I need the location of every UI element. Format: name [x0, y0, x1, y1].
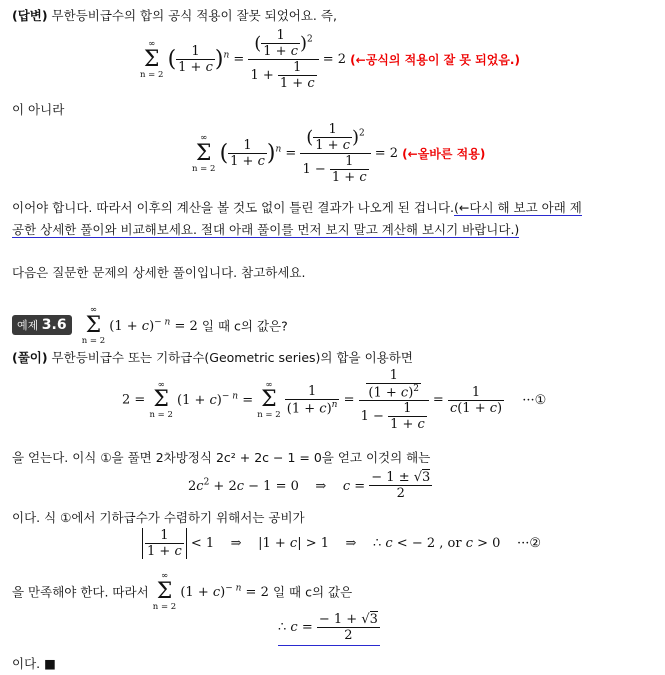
- right-equation: ∞ Σ n = 2 ( $\frac{1}{1 + c}$ )$^n$ = ( $\frac{1}{1 + c}$ )$^2$ 1 − $\frac{1}{1 + c}$ = 2 (←올바른 적용): [192, 122, 486, 185]
- example-badge: 예제 3.6: [12, 315, 72, 335]
- solution-line: [12, 348, 413, 366]
- wrong-note: (←공식의 적용이 잘 못 되었음.): [350, 53, 520, 67]
- final-answer: ∴ c = $\frac{- 1 + √3}{2}$: [278, 612, 380, 646]
- equation-1: 2 = ∞ Σ n = 2 $(1 + c)^{- n}$ = ∞ Σ n = 2 $\frac{1}{(1 + c)^n}$ = $\frac{1}{(1 + c)^2}$ 1 − $\frac{1}{1 + c}$ = $\frac{1}{c(1 + c)}$ ···①: [122, 368, 547, 433]
- obtain-text: 을 얻는다. 이식 ①을 풀면 2차방정식 2c² + 2c − 1 = 0을 얻고 이것의 해는: [12, 450, 431, 465]
- answer-text: 무한등비급수의 합의 공식 적용이 잘못 되었어요. 즉,: [47, 8, 337, 23]
- para1-c: 공한 상세한 풀이와 비교해보세요.: [12, 222, 197, 237]
- final-text: 이다. ■: [12, 656, 56, 671]
- not-but-text: 이 아니라: [12, 102, 65, 117]
- satisfy-b: 일 때 c의 값은: [273, 584, 353, 600]
- answer-label: (답변): [12, 8, 48, 23]
- right-note: (←올바른 적용): [402, 147, 486, 161]
- satisfy-line: 을 만족해야 한다. 따라서 ∞ Σ n = 2 $(1 + c)^{- n} = 2$ 일 때 c의 값은: [12, 571, 353, 612]
- satisfy-a: 을 만족해야 한다. 따라서: [12, 584, 149, 600]
- para1-d: 절대 아래 풀이를 먼저 보지 말고 계산해 보시기 바랍니다.): [196, 222, 520, 237]
- convergence-condition: $\frac{1}{1 + c}$ < 1 ⇒ |1 + c| > 1 ⇒ ∴ c < − 2 , or c > 0 ···②: [142, 528, 541, 559]
- para2: 다음은 질문한 문제의 상세한 풀이입니다. 참고하세요.: [12, 265, 306, 280]
- eq-ref-1: ···①: [522, 392, 547, 408]
- answer-line: [12, 6, 337, 24]
- sol-label: (풀이): [12, 350, 48, 365]
- para1-a: 이어야 합니다. 따라서 이후의 계산을 볼 것도 없이 틀린 결과가 나오게 된 겁니다.: [12, 200, 455, 215]
- example-question: 일 때 c의 값은?: [201, 318, 288, 334]
- quadratic-equation: $2c^2 + 2c - 1 = 0$ ⇒ c = $\frac{- 1 \pm √3}{2}$: [188, 470, 431, 501]
- sol-text: 무한등비급수 또는 기하급수(Geometric series)의 합을 이용하면: [47, 350, 413, 365]
- para1-b: (←다시 해 보고 아래 제: [454, 200, 582, 215]
- para1-line1: [12, 198, 582, 216]
- eq-ref-2: ···②: [516, 536, 541, 551]
- wrong-equation: ∞ Σ n = 2 ( $\frac{1}{1 + c}$ )$^n$ = ( $\frac{1}{1 + c}$ )$^2$ 1 + $\frac{1}{1 + c}$ = 2 (←공식의 적용이 잘 못 되었음.): [140, 28, 520, 91]
- para1-line2: [12, 220, 519, 238]
- example-line: 예제 3.6 ∞ Σ n = 2 $(1 + c)^{- n} = 2$ 일 때 c의 값은?: [12, 306, 288, 345]
- ratio-text: 이다. 식 ①에서 기하급수가 수렴하기 위해서는 공비가: [12, 510, 305, 525]
